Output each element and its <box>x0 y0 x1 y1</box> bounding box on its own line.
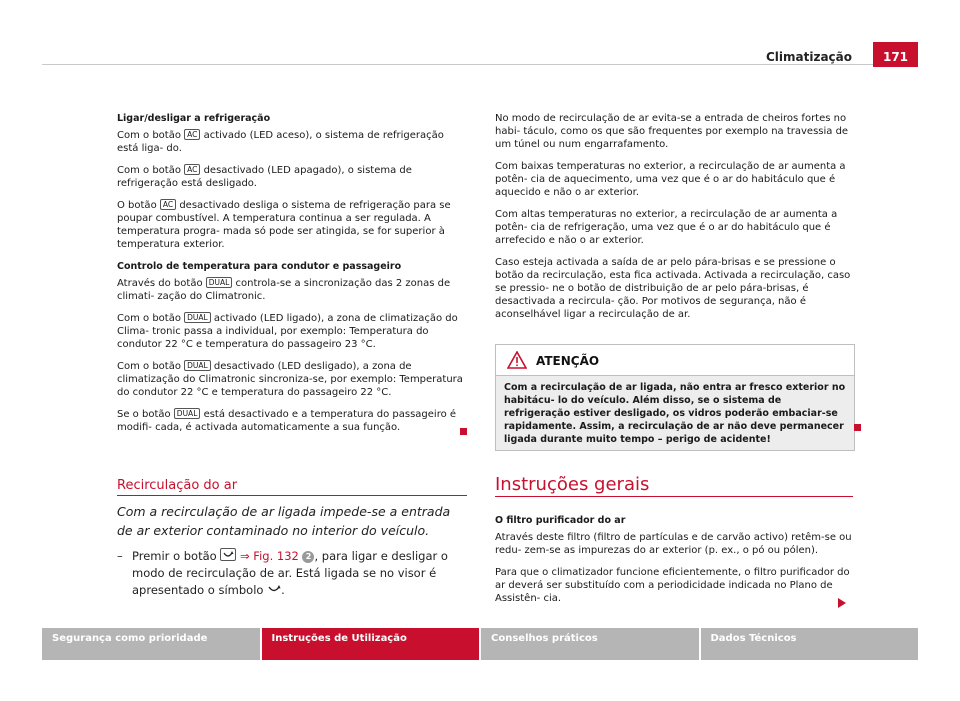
paragraph: Com o botão DUAL desactivado (LED desligado), a zona de climatização do Climatronic sincroniza-se, por exemplo: Temperatura do condutor 22 °C e temperatura do passageiro 22 °C. <box>117 361 463 398</box>
header-rule <box>42 64 918 65</box>
cooling-heading: Ligar/desligar a refrigeração <box>117 113 271 124</box>
paragraph: Com o botão AC activado (LED aceso), o sistema de refrigeração está liga- do. <box>117 130 444 154</box>
warning-box <box>495 344 855 451</box>
callout-number: 2 <box>302 551 314 563</box>
tab-practical-tips[interactable]: Conselhos práticos <box>481 628 699 660</box>
right-column <box>495 112 853 330</box>
dual-key: DUAL <box>184 360 211 371</box>
paragraph: Para que o climatizador funcione eficientemente, o filtro purificador do ar deverá ser substituído com a periodicidade indicada no Plano de Assistên- cia. <box>495 567 850 604</box>
warning-triangle-icon <box>507 351 527 373</box>
ac-key: AC <box>184 164 200 175</box>
ac-key: AC <box>160 199 176 210</box>
ac-key: AC <box>184 129 200 140</box>
warning-title: ATENÇÃO <box>536 354 600 368</box>
tab-operating-instructions[interactable]: Instruções de Utilização <box>262 628 480 660</box>
page-number: 171 <box>882 50 909 64</box>
page-title: Climatização <box>765 50 852 64</box>
filter-heading: O filtro purificador do ar <box>495 515 626 526</box>
general-instructions-body <box>495 514 853 614</box>
tab-safety[interactable]: Segurança como prioridade <box>42 628 260 660</box>
figure-link[interactable]: ⇒ Fig. 132 <box>240 549 299 563</box>
paragraph: Com baixas temperaturas no exterior, a recirculação de ar aumenta a potên- cia de aquecimento, uma vez que é o ar do habitáculo que é aquecido e não o ar exterior. <box>495 161 846 198</box>
recirculation-title: Recirculação do ar <box>117 478 238 493</box>
left-column <box>117 112 467 443</box>
paragraph: Através deste filtro (filtro de partículas e de carvão activo) retêm-se ou redu- zem-se as impurezas do ar exterior (p. ex., o pó ou pólen). <box>495 532 852 556</box>
paragraph: Se o botão DUAL está desactivado e a temperatura do passageiro é modifi- cada, é activada automaticamente a sua função. <box>117 409 457 433</box>
paragraph: Com o botão DUAL activado (LED ligado), a zona de climatização do Clima- tronic passa a individual, por exemplo: Temperatura do condutor 22 °C e temperatura do passageiro 23 °C. <box>117 313 458 350</box>
continue-arrow-icon <box>838 593 846 612</box>
dual-key: DUAL <box>184 312 211 323</box>
paragraph: O botão AC desactivado desliga o sistema de refrigeração para se poupar combustível. A temperatura continua a ser regulada. A temperatura progra- mada só pode ser atingida, se for superior à temperatura exterior. <box>117 200 451 250</box>
temperature-heading: Controlo de temperatura para condutor e passageiro <box>117 261 402 272</box>
section-end-marker <box>460 428 467 435</box>
dual-key: DUAL <box>174 408 201 419</box>
section-end-marker <box>854 424 861 431</box>
step-text: Premir o botão ⇒ Fig. 132 2 , para ligar e desligar o modo de recirculação de ar. Está ligada se no visor é apresentado o símbolo . <box>132 549 448 597</box>
paragraph: No modo de recirculação de ar evita-se a entrada de cheiros fortes no habi- táculo, como os que são frequentes por exemplo na travessia de um túnel ou num engarrafamento. <box>495 113 849 150</box>
recirculation-intro: Com a recirculação de ar ligada impede-se a entrada de ar exterior contaminado no interior do veículo. <box>117 504 451 538</box>
footer-nav <box>42 628 918 660</box>
paragraph: Com altas temperaturas no exterior, a recirculação de ar aumenta a potên- cia de refrigeração, uma vez que é o ar do habitáculo que é arrefecido e não o ar exterior. <box>495 209 838 246</box>
warning-body: Com a recirculação de ar ligada, não entra ar fresco exterior no habitácu- lo do veículo. Além disso, se o sistema de refrigeração estiver desligado, os vidros poderão embaciar-se rapidamente. Assim, a recirculação de ar não deve permanecer ligada durante muito tempo – perigo de acidente! <box>496 376 854 450</box>
recirculation-rule <box>117 495 467 496</box>
paragraph: Com o botão AC desactivado (LED apagado), o sistema de refrigeração está desligado. <box>117 165 412 189</box>
warning-header <box>496 345 854 376</box>
recirculation-symbol-icon <box>267 582 281 591</box>
general-instructions-title: Instruções gerais <box>495 474 650 495</box>
dual-key: DUAL <box>206 277 233 288</box>
page-number-box <box>873 42 918 67</box>
general-instructions-rule <box>495 496 853 497</box>
paragraph: Através do botão DUAL controla-se a sincronização das 2 zonas de climati- zação do Climatronic. <box>117 278 451 302</box>
step-dash: – <box>117 549 123 563</box>
paragraph: Caso esteja activada a saída de ar pelo pára-brisas e se pressione o botão da recirculação, esta fica activada. Activada a recirculação, caso se pressio- ne o botão de distribuição de ar pelo pára-brisas, é desactivada a recircula- ção. Por motivos de segurança, não é aconselhável ligar a recirculação de ar. <box>495 257 851 320</box>
tab-technical-data[interactable]: Dados Técnicos <box>701 628 919 660</box>
recirculation-button-icon <box>220 548 236 561</box>
